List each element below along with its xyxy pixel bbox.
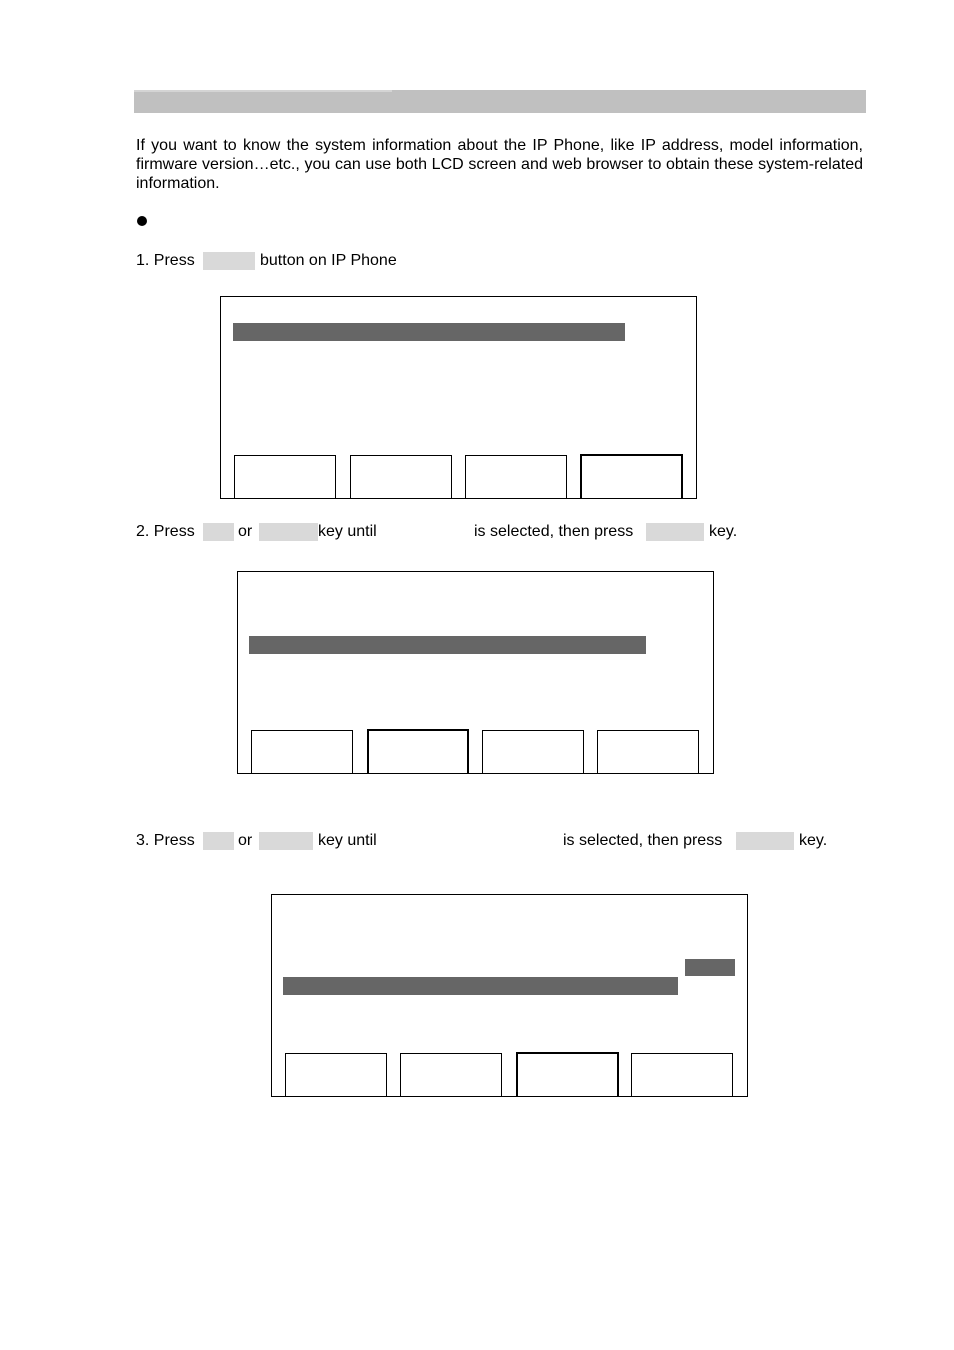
intro-paragraph: If you want to know the system information about the IP Phone, like IP address, model information, firmware version…etc., you can use both LCD screen and web browser to obtain these system-related information. (136, 137, 863, 192)
step-1-suffix: button on IP Phone (260, 252, 397, 269)
step-3-key: key. (799, 832, 828, 849)
step-2-or: or (238, 523, 253, 540)
step-3-selected: is selected, then press (563, 832, 723, 849)
lcd-2-softkey-4[interactable] (597, 730, 699, 773)
step-2-down-key (259, 523, 318, 541)
step-2-ok-key (646, 523, 704, 541)
step-3 (136, 831, 846, 851)
lcd-3-selected-row (283, 977, 678, 995)
section-header-accent (134, 90, 392, 92)
lcd-2-softkey-3[interactable] (482, 730, 584, 773)
step-1-prefix: 1. Press (136, 252, 195, 269)
step-3-or: or (238, 832, 253, 849)
step-3-down-key (259, 832, 313, 850)
step-2-selected: is selected, then press (474, 523, 634, 540)
step-3-prefix: 3. Press (136, 832, 195, 849)
step-3-key-until: key until (318, 832, 377, 849)
lcd-1-softkey-1[interactable] (234, 455, 336, 498)
lcd-3-softkey-3[interactable] (516, 1052, 619, 1096)
lcd-1-softkey-4[interactable] (580, 454, 683, 498)
lcd-1-softkey-2[interactable] (350, 455, 452, 498)
lcd-2-selected-row (249, 636, 646, 654)
lcd-screen-3 (271, 894, 748, 1097)
lcd-1-selected-row (233, 323, 625, 341)
step-1-key-button (203, 252, 255, 270)
step-2-prefix: 2. Press (136, 523, 195, 540)
lcd-2-softkey-2[interactable] (367, 729, 469, 773)
lcd-3-value-tag (685, 959, 735, 976)
lcd-1-softkey-3[interactable] (465, 455, 567, 498)
lcd-screen-1 (220, 296, 697, 499)
step-2 (136, 522, 756, 542)
bullet-icon (137, 216, 147, 226)
step-2-up-key (203, 523, 234, 541)
lcd-screen-2 (237, 571, 714, 774)
step-2-key: key. (709, 523, 738, 540)
step-3-up-key (203, 832, 234, 850)
step-3-ok-key (736, 832, 794, 850)
lcd-2-softkey-1[interactable] (251, 730, 353, 773)
lcd-3-softkey-2[interactable] (400, 1053, 502, 1096)
section-header-bar (134, 90, 866, 113)
lcd-3-softkey-4[interactable] (631, 1053, 733, 1096)
step-2-key-until: key until (318, 523, 377, 540)
step-1 (136, 251, 436, 271)
lcd-3-softkey-1[interactable] (285, 1053, 387, 1096)
